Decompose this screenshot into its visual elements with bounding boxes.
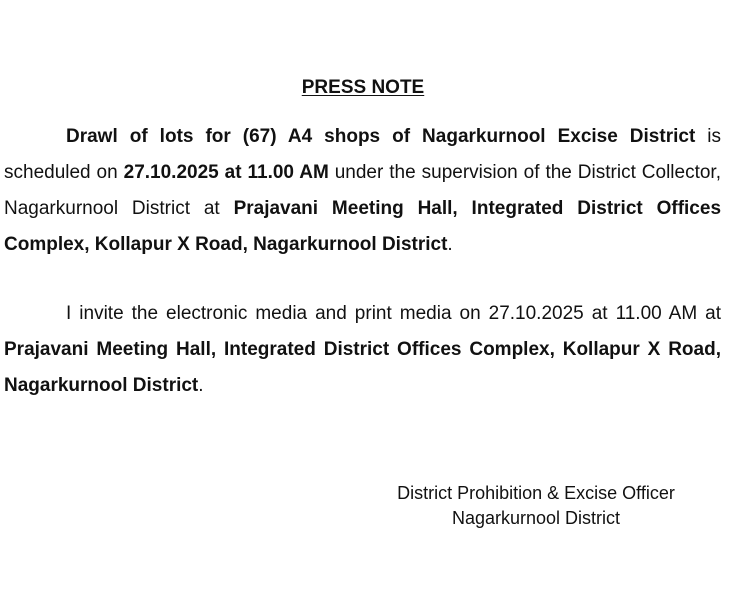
paragraph-1 (4, 119, 721, 263)
paragraph-2 (4, 296, 721, 404)
title-text: PRESS NOTE (301, 77, 425, 98)
p2-seg-0: I invite the electronic media and print media on 27.10.2025 at 11.00 AM at (66, 303, 721, 324)
indent-spacer (4, 303, 66, 324)
indent-spacer (4, 126, 66, 147)
p1-seg-4: Prajavani Meeting Hall, Integrated District Offices Complex, Kollapur X Road, Nagarkurnool District (4, 198, 722, 255)
p2-seg-2: . (198, 375, 204, 396)
p1-seg-1: is scheduled on (4, 126, 722, 183)
p1-seg-2: 27.10.2025 at 11.00 AM (123, 162, 329, 183)
p1-seg-5: . (447, 234, 453, 255)
page-title (0, 76, 726, 100)
p1-seg-0: Drawl of lots for (67) A4 shops of Nagarkurnool Excise District (66, 126, 696, 147)
p2-seg-1: Prajavani Meeting Hall, Integrated District Offices Complex, Kollapur X Road, Nagarkurnool District (4, 339, 721, 396)
signature-office: Nagarkurnool District (451, 508, 621, 528)
signature-designation: District Prohibition & Excise Officer (397, 483, 675, 503)
p1-seg-3: under the supervision of the District Collector, Nagarkurnool District at (4, 162, 721, 219)
